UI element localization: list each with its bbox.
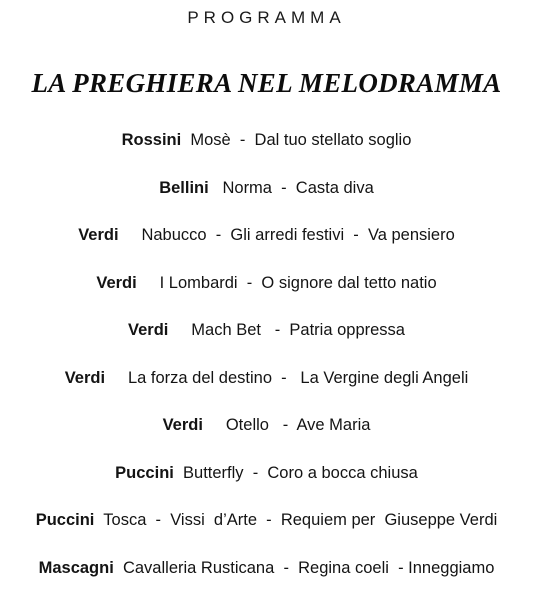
program-item [0, 267, 533, 315]
work-title: Butterfly - Coro a bocca chiusa [173, 463, 418, 482]
program-item [0, 457, 533, 505]
work-title: Mosè - Dal tuo stellato soglio [181, 131, 412, 149]
composer-name: Verdi [78, 226, 119, 244]
work-title: I Lombardi - O signore dal tetto natio [136, 273, 437, 292]
composer-name: Verdi [96, 273, 137, 292]
composer-name: Verdi [128, 321, 169, 339]
program-item [0, 219, 533, 267]
composer-name: Puccini [115, 463, 174, 482]
page-title: LA PREGHIERA NEL MELODRAMMA [31, 68, 502, 98]
composer-name: Mascagni [38, 558, 114, 577]
work-title: Cavalleria Rusticana - Regina coeli - Inneggiamo [113, 558, 495, 577]
program-item [0, 362, 533, 410]
program-item [0, 314, 533, 362]
work-title: Mach Bet - Patria oppressa [168, 321, 405, 339]
program-item [0, 504, 533, 552]
program-item [0, 409, 533, 457]
work-title: Norma - Casta diva [208, 178, 374, 197]
program-item [0, 552, 533, 599]
composer-name: Bellini [159, 178, 209, 197]
work-title: La forza del destino - La Vergine degli Angeli [105, 368, 469, 387]
work-title: Otello - Ave Maria [202, 416, 371, 434]
composer-name: Verdi [64, 368, 106, 387]
work-title: Tosca - Vissi d’Arte - Requiem per Giuseppe Verdi [94, 511, 498, 529]
program-list [0, 124, 533, 599]
composer-name: Verdi [162, 416, 203, 434]
composer-name: Puccini [35, 511, 95, 529]
programma-heading: PROGRAMMA [187, 8, 346, 27]
composer-name: Rossini [121, 131, 182, 149]
program-item [0, 124, 533, 172]
program-item [0, 172, 533, 220]
work-title: Nabucco - Gli arredi festivi - Va pensiero [118, 226, 455, 244]
